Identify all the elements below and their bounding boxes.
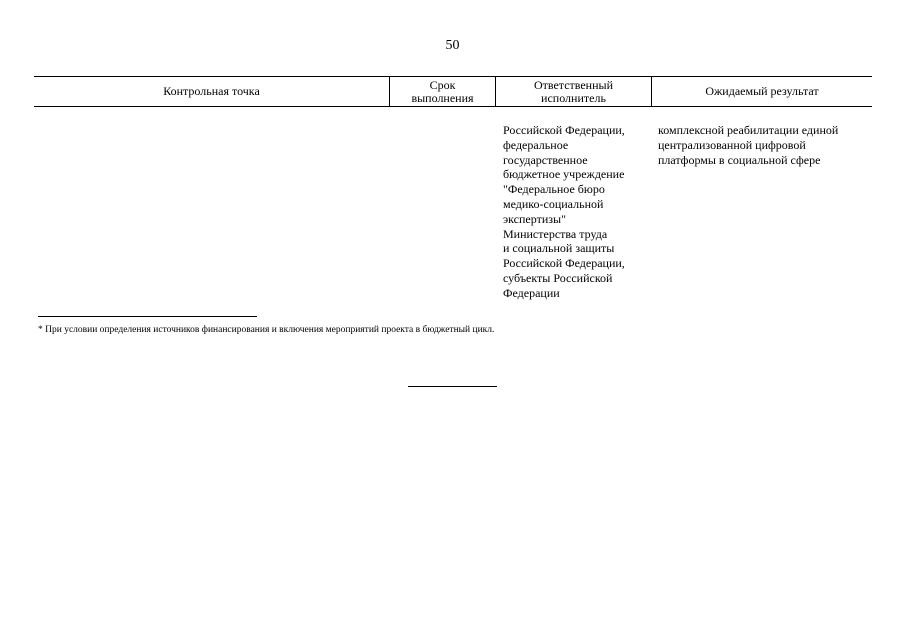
footnote-separator (38, 316, 257, 317)
end-of-document-rule (408, 386, 497, 387)
header-deadline: Срок выполнения (411, 77, 474, 105)
footnote: * При условии определения источников финансирования и включения мероприятий проекта в бюджетный цикл. (38, 325, 495, 335)
header-expected-result: Ожидаемый результат (705, 84, 819, 98)
header-responsible: Ответственный исполнитель (533, 77, 614, 105)
header-control-point: Контрольная точка (163, 84, 260, 98)
page-number: 50 (445, 38, 460, 53)
table-header-bottom-rule (34, 106, 872, 107)
cell-expected-result: комплексной реабилитации единой централизованной цифровой платформы в социальной сфере (658, 123, 839, 167)
cell-responsible: Российской Федерации, федеральное государственное бюджетное учреждение "Федеральное бюро медико-социальной экспертизы" Министерства труда и социальной защиты Российской Федерации, субъекты Российской Федерации (503, 123, 625, 300)
